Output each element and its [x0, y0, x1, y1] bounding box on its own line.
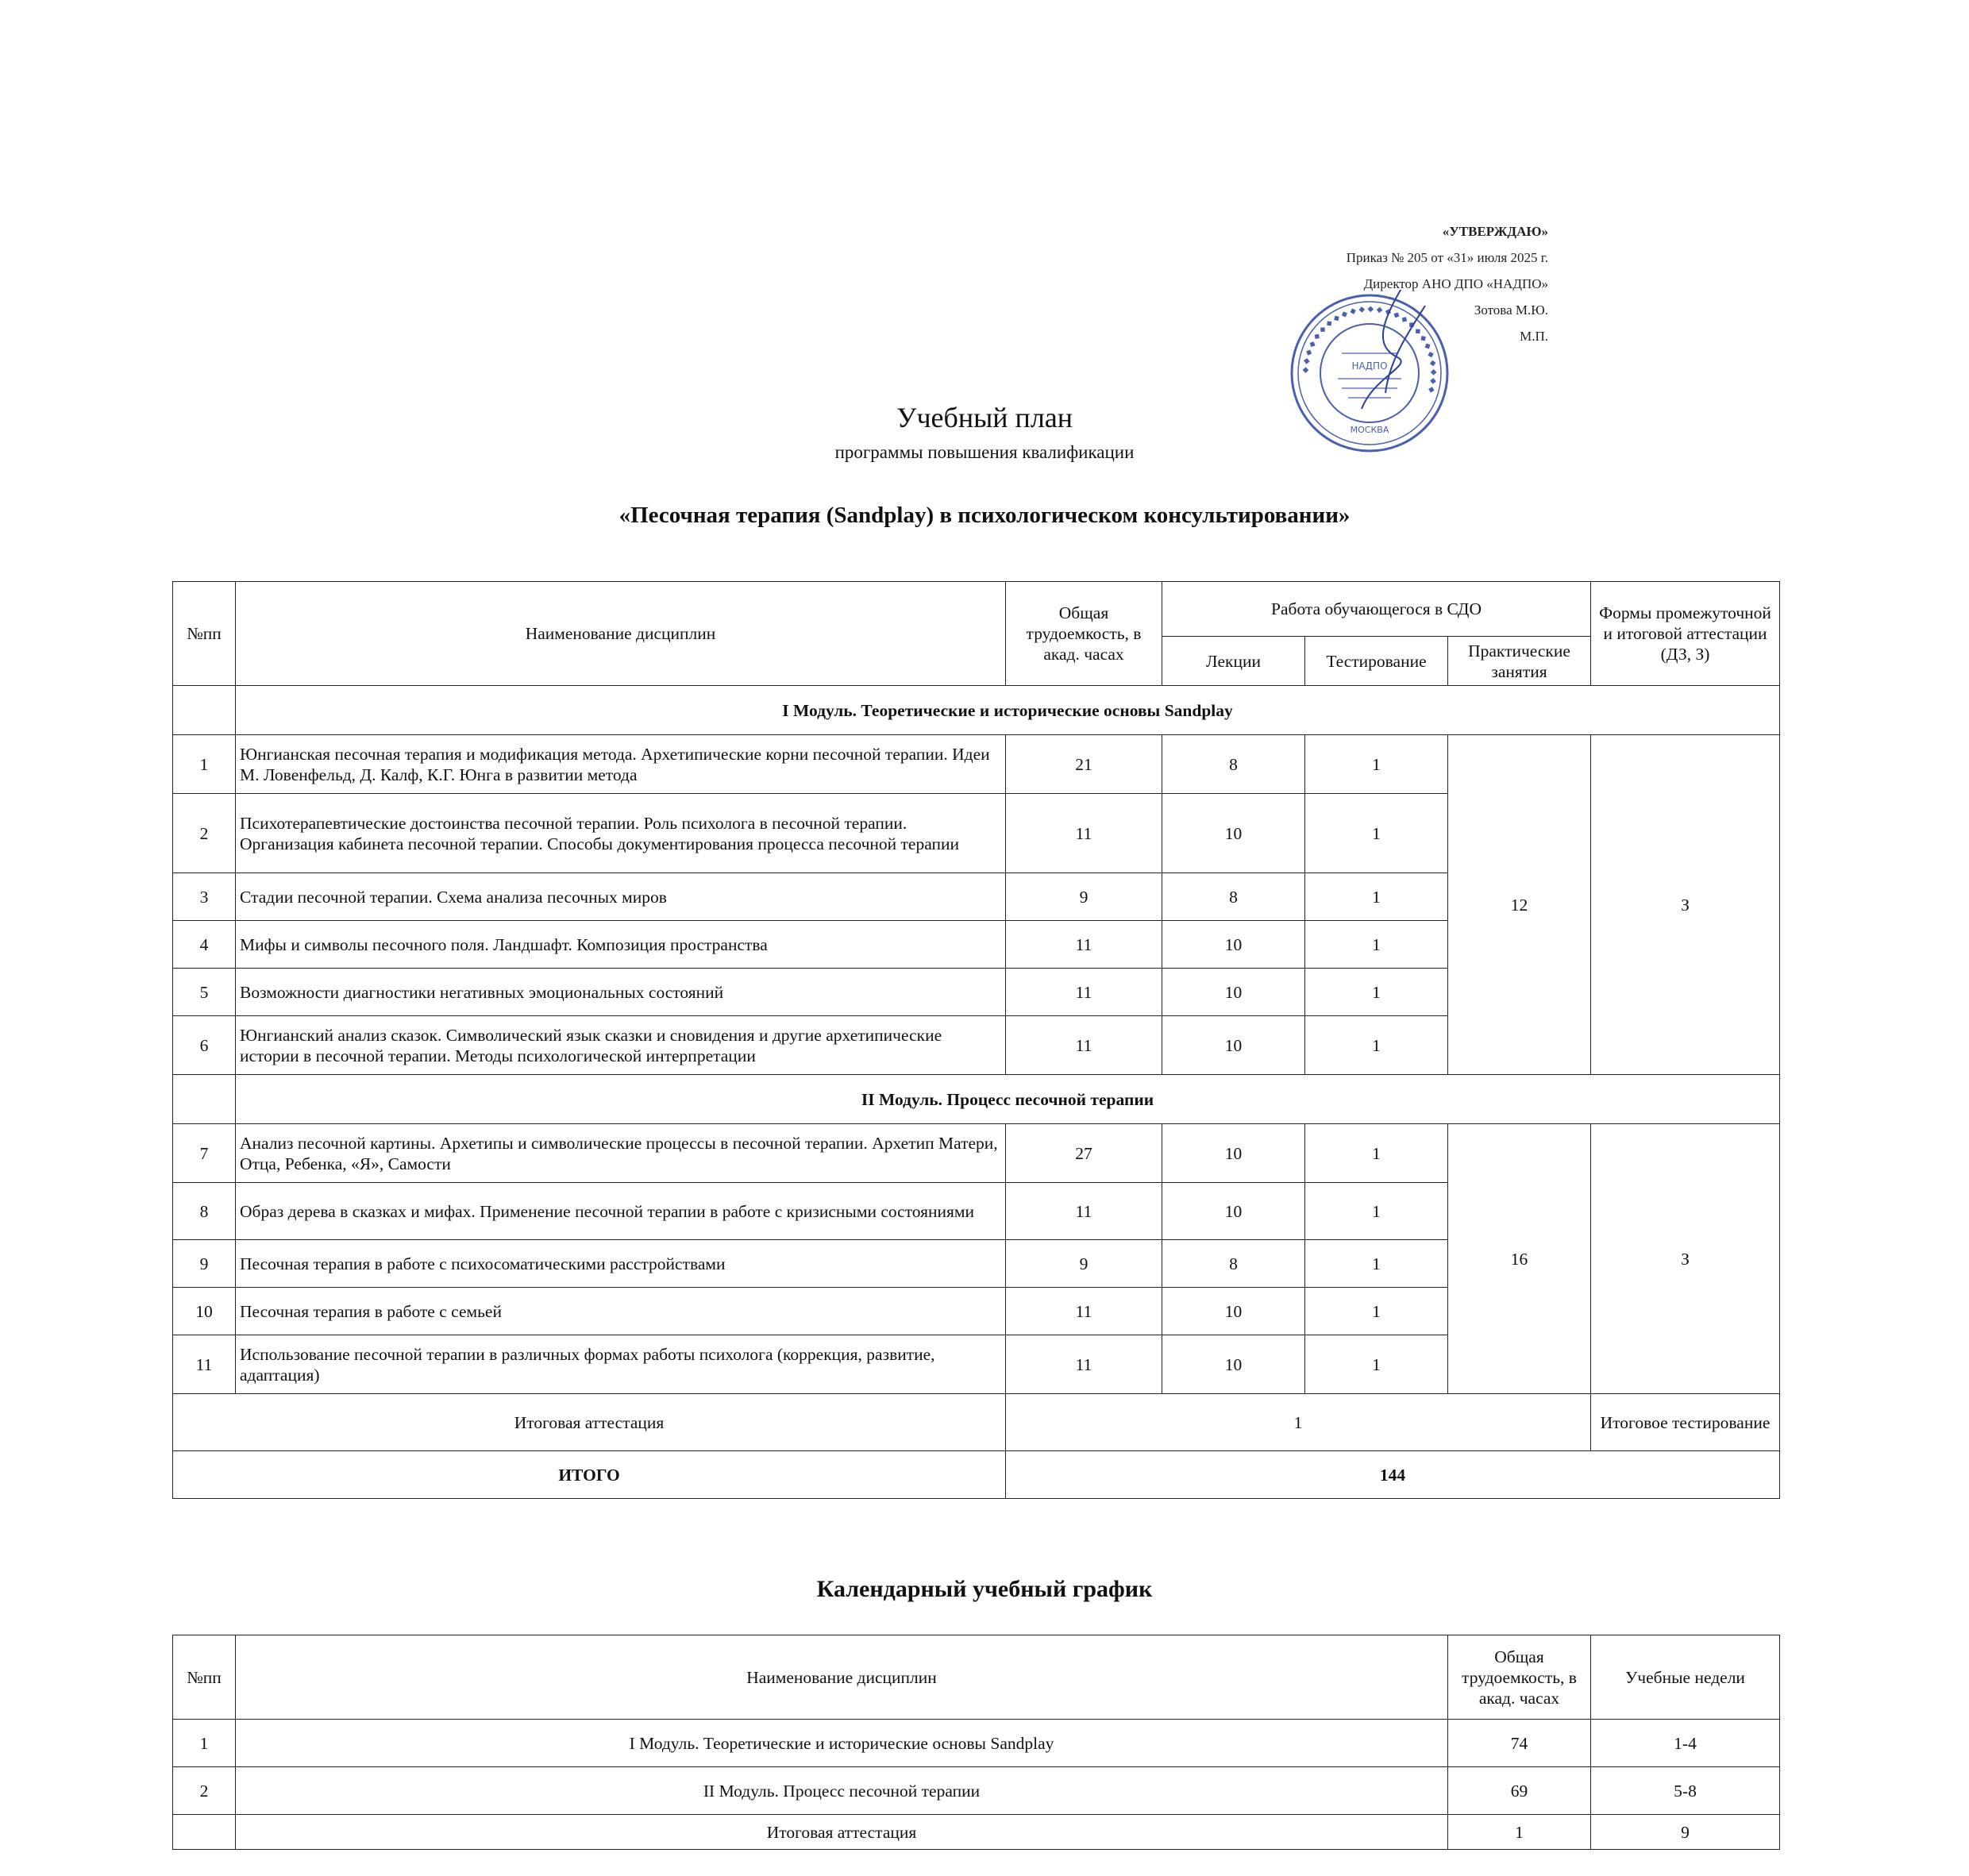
row-testing: 1	[1305, 921, 1448, 969]
sched-hours-header: Общая трудоемкость, в акад. часах	[1448, 1635, 1591, 1720]
approval-order: Приказ № 205 от «31» июля 2025 г.	[1346, 250, 1548, 265]
module-1-practice: 12	[1448, 735, 1591, 1075]
col-hours-header: Общая трудоемкость, в акад. часах	[1006, 582, 1162, 686]
row-hours: 11	[1006, 1335, 1162, 1394]
approval-director: Директор АНО ДПО «НАДПО»	[1363, 276, 1548, 291]
row-discipline: Песочная терапия в работе с семьей	[236, 1288, 1006, 1335]
row-lectures: 8	[1162, 873, 1305, 921]
module-2-practice: 16	[1448, 1124, 1591, 1394]
row-hours: 11	[1006, 1016, 1162, 1075]
sched-row-number: 2	[173, 1767, 236, 1815]
row-hours: 27	[1006, 1124, 1162, 1183]
row-lectures: 10	[1162, 1016, 1305, 1075]
col-testing-header: Тестирование	[1305, 637, 1448, 686]
row-number: 6	[173, 1016, 236, 1075]
program-title: «Песочная терапия (Sandplay) в психологическом консультировании»	[618, 503, 1351, 528]
row-discipline: Образ дерева в сказках и мифах. Применение песочной терапии в работе с кризисными состояниями	[236, 1183, 1006, 1240]
sched-row-weeks: 1-4	[1591, 1720, 1780, 1767]
row-lectures: 10	[1162, 969, 1305, 1016]
sched-row-name: I Модуль. Теоретические и исторические основы Sandplay	[236, 1720, 1448, 1767]
approval-name: Зотова М.Ю.	[1474, 302, 1548, 318]
row-number: 2	[173, 794, 236, 873]
module-row-spacer	[173, 1075, 236, 1124]
row-discipline: Использование песочной терапии в различных формах работы психолога (коррекция, развитие, адаптация)	[236, 1335, 1006, 1394]
sched-weeks-header: Учебные недели	[1591, 1635, 1780, 1720]
sched-name-header: Наименование дисциплин	[236, 1635, 1448, 1720]
row-number: 11	[173, 1335, 236, 1394]
row-hours: 9	[1006, 873, 1162, 921]
row-discipline: Анализ песочной картины. Архетипы и символические процессы в песочной терапии. Архетип Матери, Отца, Ребенка, «Я», Самости	[236, 1124, 1006, 1183]
module-1-title: I Модуль. Теоретические и исторические основы Sandplay	[236, 686, 1780, 735]
row-testing: 1	[1305, 794, 1448, 873]
row-testing: 1	[1305, 1124, 1448, 1183]
row-lectures: 8	[1162, 1240, 1305, 1288]
col-work-header: Работа обучающегося в СДО	[1162, 582, 1591, 637]
row-hours: 21	[1006, 735, 1162, 794]
row-lectures: 10	[1162, 1335, 1305, 1394]
row-lectures: 10	[1162, 1183, 1305, 1240]
col-forms-header: Формы промежуточной и итоговой аттестации (ДЗ, З)	[1591, 582, 1780, 686]
final-attestation-label: Итоговая аттестация	[173, 1394, 1006, 1451]
total-label: ИТОГО	[173, 1451, 1006, 1499]
row-hours: 11	[1006, 1288, 1162, 1335]
row-discipline: Возможности диагностики негативных эмоциональных состояний	[236, 969, 1006, 1016]
final-attestation-form: Итоговое тестирование	[1591, 1394, 1780, 1451]
row-testing: 1	[1305, 1183, 1448, 1240]
row-testing: 1	[1305, 969, 1448, 1016]
module-1-form: З	[1591, 735, 1780, 1075]
sched-row-weeks: 9	[1591, 1815, 1780, 1850]
row-testing: 1	[1305, 735, 1448, 794]
row-number: 1	[173, 735, 236, 794]
row-testing: 1	[1305, 1288, 1448, 1335]
schedule-table	[172, 1635, 1780, 1850]
row-hours: 11	[1006, 969, 1162, 1016]
row-testing: 1	[1305, 1335, 1448, 1394]
svg-text:◆ ◆ ◆ ◆ ◆ ◆ ◆ ◆ ◆ ◆ ◆ ◆ ◆ ◆ ◆: ◆ ◆ ◆ ◆ ◆ ◆ ◆ ◆ ◆ ◆ ◆ ◆ ◆ ◆ ◆ ◆ ◆ ◆ ◆ ◆ ◆ ◆ ◆ ◆ ◆	[1300, 304, 1439, 395]
page-title: Учебный план	[896, 402, 1073, 433]
sched-row-hours: 69	[1448, 1767, 1591, 1815]
sched-row-number	[173, 1815, 236, 1850]
row-discipline: Юнгианский анализ сказок. Символический язык сказки и сновидения и другие архетипические истории в песочной терапии. Методы психологической интерпретации	[236, 1016, 1006, 1075]
module-2-title: II Модуль. Процесс песочной терапии	[236, 1075, 1780, 1124]
row-number: 4	[173, 921, 236, 969]
row-number: 3	[173, 873, 236, 921]
page-subtitle: программы повышения квалификации	[834, 442, 1135, 462]
col-lectures-header: Лекции	[1162, 637, 1305, 686]
row-hours: 11	[1006, 921, 1162, 969]
sched-row-hours: 1	[1448, 1815, 1591, 1850]
sched-row-hours: 74	[1448, 1720, 1591, 1767]
row-discipline: Песочная терапия в работе с психосоматическими расстройствами	[236, 1240, 1006, 1288]
sched-row-weeks: 5-8	[1591, 1767, 1780, 1815]
row-lectures: 10	[1162, 1124, 1305, 1183]
row-number: 10	[173, 1288, 236, 1335]
row-hours: 11	[1006, 1183, 1162, 1240]
sched-row-name: II Модуль. Процесс песочной терапии	[236, 1767, 1448, 1815]
row-testing: 1	[1305, 1016, 1448, 1075]
sched-row-number: 1	[173, 1720, 236, 1767]
sched-row-name: Итоговая аттестация	[236, 1815, 1448, 1850]
row-lectures: 10	[1162, 1288, 1305, 1335]
module-2-form: З	[1591, 1124, 1780, 1394]
schedule-title: Календарный учебный график	[816, 1576, 1153, 1602]
row-lectures: 10	[1162, 921, 1305, 969]
sched-num-header: №пп	[173, 1635, 236, 1720]
row-number: 9	[173, 1240, 236, 1288]
svg-text:МОСКВА: МОСКВА	[1350, 425, 1389, 435]
col-name-header: Наименование дисциплин	[236, 582, 1006, 686]
row-discipline: Юнгианская песочная терапия и модификация метода. Архетипические корни песочной терапии. Идеи М. Ловенфельд, Д. Калф, К.Г. Юнга в развитии метода	[236, 735, 1006, 794]
total-hours: 144	[1006, 1451, 1780, 1499]
row-lectures: 10	[1162, 794, 1305, 873]
approval-seal-label: М.П.	[1520, 329, 1548, 344]
row-number: 8	[173, 1183, 236, 1240]
row-hours: 9	[1006, 1240, 1162, 1288]
row-lectures: 8	[1162, 735, 1305, 794]
row-number: 7	[173, 1124, 236, 1183]
row-discipline: Мифы и символы песочного поля. Ландшафт. Композиция пространства	[236, 921, 1006, 969]
final-attestation-hours: 1	[1006, 1394, 1591, 1451]
row-testing: 1	[1305, 873, 1448, 921]
row-testing: 1	[1305, 1240, 1448, 1288]
row-hours: 11	[1006, 794, 1162, 873]
approval-heading: «УТВЕРЖДАЮ»	[1442, 224, 1548, 239]
row-discipline: Стадии песочной терапии. Схема анализа песочных миров	[236, 873, 1006, 921]
curriculum-table	[172, 581, 1780, 1499]
col-num-header: №пп	[173, 582, 236, 686]
row-discipline: Психотерапевтические достоинства песочной терапии. Роль психолога в песочной терапии. Организация кабинета песочной терапии. Способы документирования процесса песочной терапии	[236, 794, 1006, 873]
col-practice-header: Практические занятия	[1448, 637, 1591, 686]
module-row-spacer	[173, 686, 236, 735]
svg-text:НАДПО: НАДПО	[1351, 360, 1388, 372]
row-number: 5	[173, 969, 236, 1016]
